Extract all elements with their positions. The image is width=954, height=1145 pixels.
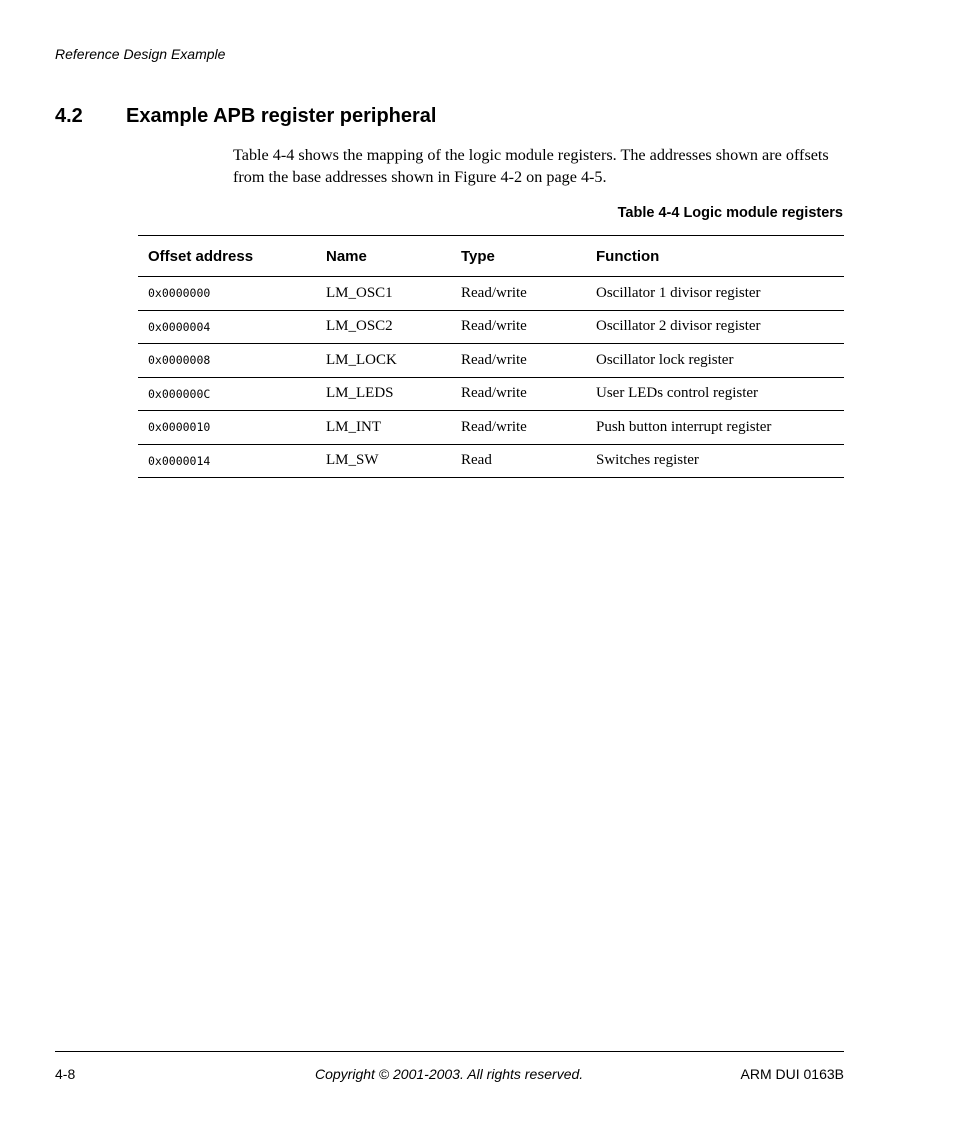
- table-row: [138, 310, 844, 344]
- section-heading: [55, 105, 437, 128]
- footer-divider: [55, 1051, 844, 1052]
- register-function-cell: Oscillator 2 divisor register: [586, 310, 844, 344]
- offset-address-cell: 0x0000010: [138, 411, 316, 445]
- table-row: [138, 411, 844, 445]
- register-function-cell: Oscillator 1 divisor register: [586, 277, 844, 311]
- column-header-name: Name: [316, 236, 451, 277]
- register-type-cell: Read/write: [451, 344, 586, 378]
- table-row: [138, 377, 844, 411]
- register-type-cell: Read/write: [451, 377, 586, 411]
- offset-address-cell: 0x0000000: [138, 277, 316, 311]
- register-function-cell: Push button interrupt register: [586, 411, 844, 445]
- offset-address-cell: 0x000000C: [138, 377, 316, 411]
- offset-address-cell: 0x0000004: [138, 310, 316, 344]
- register-name-cell: LM_INT: [316, 411, 451, 445]
- register-type-cell: Read/write: [451, 411, 586, 445]
- offset-address-cell: 0x0000008: [138, 344, 316, 378]
- register-function-cell: Oscillator lock register: [586, 344, 844, 378]
- column-header-type: Type: [451, 236, 586, 277]
- copyright-notice: Copyright © 2001-2003. All rights reserved.: [315, 1066, 584, 1082]
- intro-paragraph: Table 4-4 shows the mapping of the logic module registers. The addresses shown are offsets from the base addresses shown in Figure 4-2 on page 4-5.: [233, 146, 829, 186]
- register-type-cell: Read/write: [451, 277, 586, 311]
- logic-module-registers-table: [138, 235, 844, 478]
- table-row: [138, 444, 844, 478]
- register-function-cell: Switches register: [586, 444, 844, 478]
- register-name-cell: LM_OSC1: [316, 277, 451, 311]
- running-header: Reference Design Example: [55, 46, 226, 62]
- register-name-cell: LM_SW: [316, 444, 451, 478]
- column-header-function: Function: [586, 236, 844, 277]
- register-type-cell: Read/write: [451, 310, 586, 344]
- register-type-cell: Read: [451, 444, 586, 478]
- table-row: [138, 277, 844, 311]
- table-caption: Table 4-4 Logic module registers: [617, 205, 843, 221]
- register-name-cell: LM_LOCK: [316, 344, 451, 378]
- document-id: ARM DUI 0163B: [740, 1066, 844, 1082]
- page-number: 4-8: [55, 1066, 76, 1082]
- section-number: 4.2: [55, 105, 83, 127]
- table-header-row: [138, 236, 844, 277]
- column-header-offset-address: Offset address: [138, 236, 316, 277]
- section-title: Example APB register peripheral: [126, 105, 437, 127]
- register-name-cell: LM_OSC2: [316, 310, 451, 344]
- register-name-cell: LM_LEDS: [316, 377, 451, 411]
- register-function-cell: User LEDs control register: [586, 377, 844, 411]
- table-row: [138, 344, 844, 378]
- offset-address-cell: 0x0000014: [138, 444, 316, 478]
